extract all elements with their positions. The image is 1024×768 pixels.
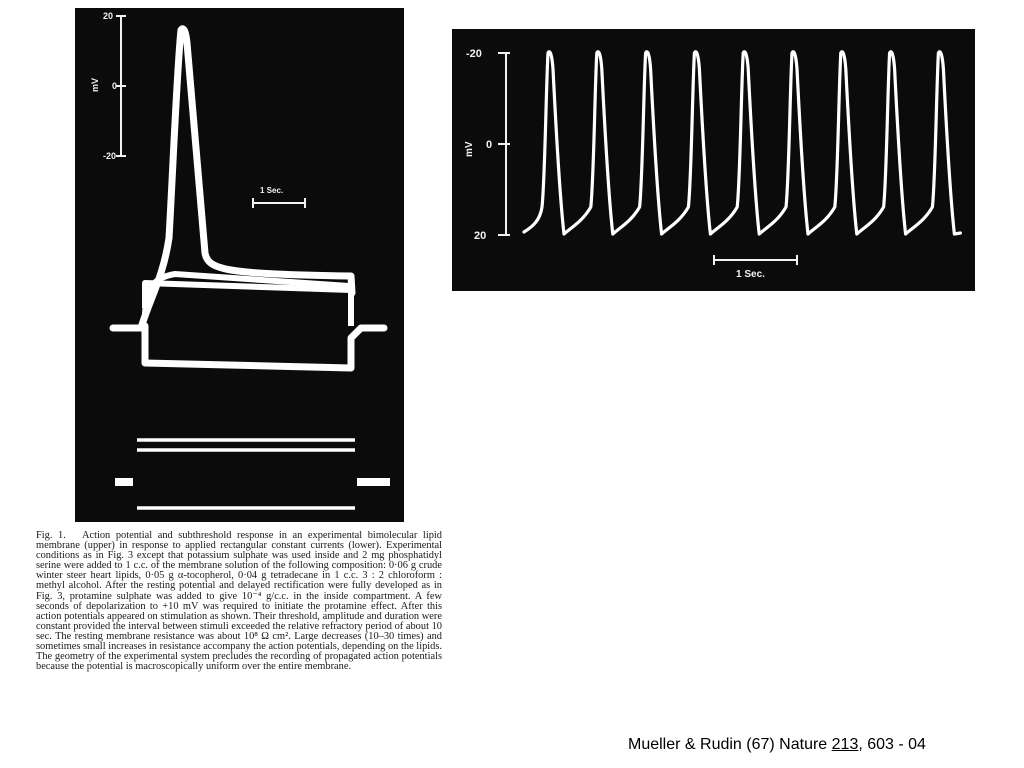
citation [628,736,1008,754]
left-time-bar-label: 1 Sec. [260,186,284,195]
citation-pages: , 603 - 04 [858,736,926,753]
right-scale-label-bottom: 20 [474,230,487,242]
spike-train-trace [524,52,960,234]
right-scale-unit: mV [464,141,475,157]
figure-caption-label: Fig. 1. [36,530,66,541]
subthreshold-response-trace [145,326,384,368]
figure-caption [36,531,442,672]
left-scale-label-mid: 0 [112,81,118,91]
left-recording-panel [75,8,404,522]
citation-authors: Mueller & Rudin (67) Nature [628,736,832,753]
right-recording-panel [452,29,975,291]
left-recording-svg [75,8,404,522]
figure-caption-text: Action potential and subthreshold response in an experimental bimolecular lipid membrane (upper) in response to applied rectangular constant currents (lower). Experimental conditions as in Fig. 3 except that potassium sulphate was used inside and 2 mg phosphatidyl serine were added to 1 c.c. of the membrane solution of the following composition: 0·06 g crude winter steer heart lipids, 0·05 g α-tocopherol, 0·04 g tetradecane in 1 c.c. 3 : 2 chloroform : methyl alcohol. After the resting potential and delayed rectification were fully developed as in Fig. 3, protamine sulphate was added to give 10⁻⁴ g/c.c. in the inside compartment. A few seconds of depolarization to +10 mV was required to initiate the protamine effect. After this action potentials appeared on stimulation as shown. Their threshold, amplitude and duration were constant provided the interval between stimuli exceeded the relative refractory period of about 10 sec. The resting membrane resistance was about 10⁸ Ω cm². Large decreases (10–30 times) and sometimes small increases in resistance accompany the action potentials, depending on the lipids. The geometry of the experimental system precludes the recording of propagated action potentials because the potential is macroscopically uniform over the entire membrane. [36,530,442,673]
right-scale-label-top: -20 [466,48,482,60]
action-potential-upper-envelope [145,274,349,313]
left-scale-label-top: 20 [103,11,114,21]
left-scale-label-bottom: -20 [103,151,117,161]
right-scale-label-mid: 0 [486,139,493,151]
subthreshold-response-envelope [145,283,351,326]
citation-volume: 213 [831,736,859,753]
left-scale-unit: mV [90,77,100,92]
right-time-bar-label: 1 Sec. [736,269,765,280]
right-recording-svg [452,29,975,291]
